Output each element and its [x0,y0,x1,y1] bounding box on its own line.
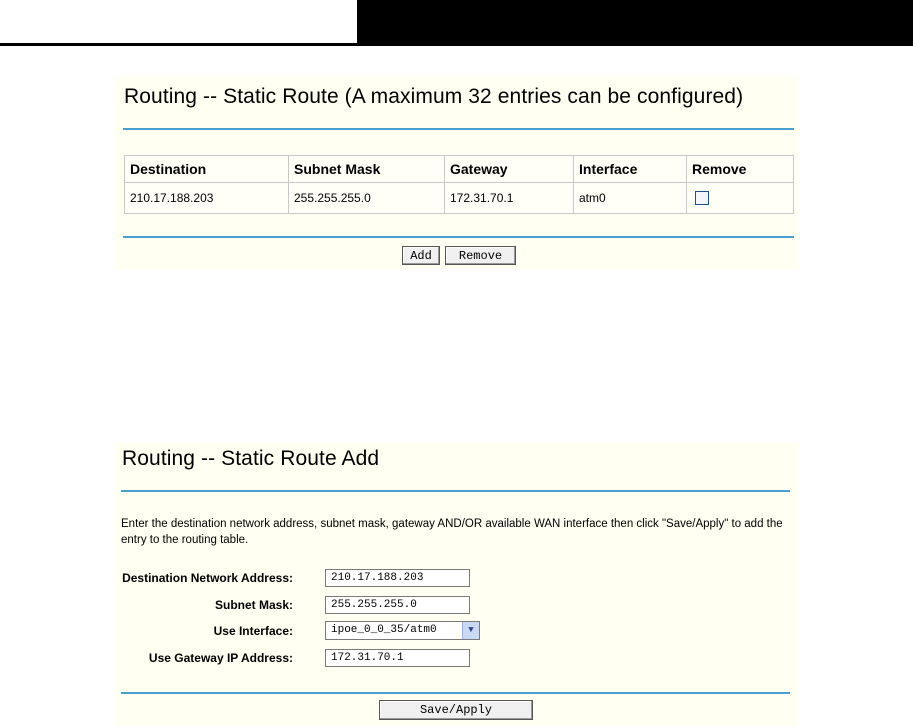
static-route-add-title: Routing -- Static Route Add [122,447,380,470]
col-remove: Remove [687,156,794,183]
bottom-rule [123,236,794,238]
routes-table [124,155,794,214]
chevron-down-icon[interactable]: ▼ [462,622,479,639]
save-apply-button[interactable]: Save/Apply [379,700,533,720]
interface-select[interactable] [325,621,480,640]
subnet-mask-input[interactable]: 255.255.255.0 [325,596,470,614]
static-route-title: Routing -- Static Route (A maximum 32 entries can be configured) [124,85,744,108]
col-subnet-mask: Subnet Mask [289,156,445,183]
interface-label: Use Interface: [213,624,293,638]
instructions-text: Enter the destination network address, subnet mask, gateway AND/OR available WAN interface then click "Save/Apply" to add the entry to the routing table. [121,518,783,546]
cell-subnet-mask: 255.255.255.0 [289,183,445,214]
table-header-row [125,156,794,183]
bottom-rule [121,692,790,694]
add-button[interactable]: Add [402,246,440,265]
gateway-label: Use Gateway IP Address: [148,651,293,665]
title-rule [123,128,794,130]
cell-destination: 210.17.188.203 [125,183,289,214]
destination-input[interactable]: 210.17.188.203 [325,569,470,587]
destination-label: Destination Network Address: [122,571,293,585]
table-row [125,183,794,214]
gateway-input[interactable]: 172.31.70.1 [325,649,470,667]
col-gateway: Gateway [445,156,574,183]
header-divider [0,43,913,46]
remove-checkbox[interactable] [695,191,709,205]
col-destination: Destination [125,156,289,183]
subnet-mask-label: Subnet Mask: [214,598,293,612]
static-route-panel [115,76,798,269]
cell-gateway: 172.31.70.1 [445,183,574,214]
col-interface: Interface [574,156,687,183]
title-rule [121,490,790,492]
cell-remove [687,183,794,214]
static-route-add-panel [115,443,798,726]
cell-interface: atm0 [574,183,687,214]
remove-button[interactable]: Remove [445,246,516,265]
header-bar [357,0,913,43]
interface-selected-value: ipoe_0_0_35/atm0 [331,624,437,636]
